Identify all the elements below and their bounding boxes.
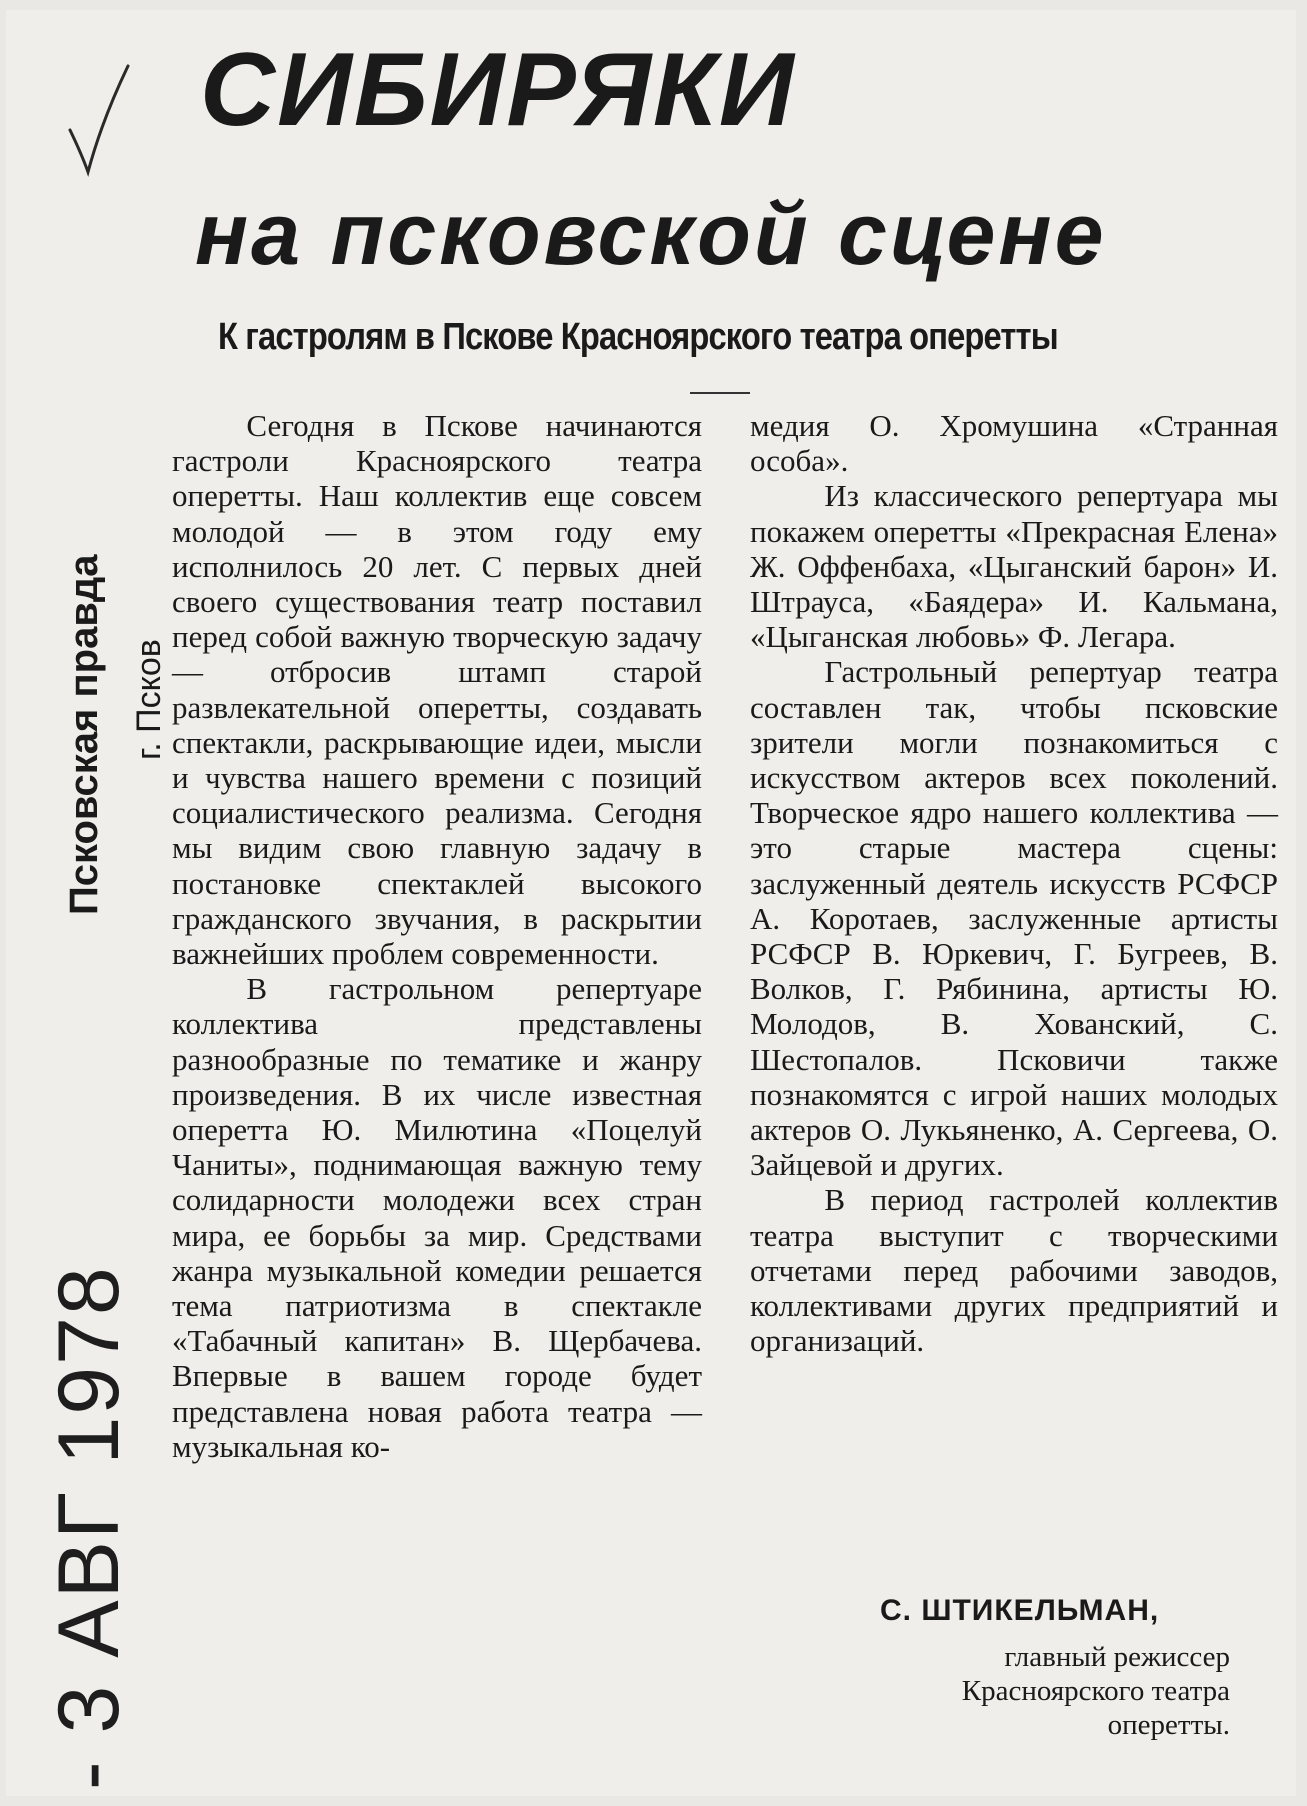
left-column	[172, 408, 702, 1464]
author-name: С. ШТИКЕЛЬМАН,	[880, 1594, 1160, 1627]
paragraph: медия О. Хромушина «Странная особа».	[750, 408, 1278, 479]
paragraph: В период гастролей коллектив театра выступит с творческими отчетами перед рабочими заводов, коллективами других предприятий и организаций.	[750, 1182, 1278, 1359]
source-label: Псковская правда	[62, 554, 106, 915]
checkmark-icon	[62, 60, 132, 180]
author-role-line1: главный режиссер	[1004, 1641, 1230, 1673]
date-stamp: - 3 АВГ 1978	[41, 1265, 137, 1790]
paragraph: Из классического репертуара мы покажем оперетты «Прекрасная Елена» Ж. Оффенбаха, «Цыганский барон» И. Штрауса, «Баядера» И. Кальмана, «Цыганская любовь» Ф. Легара.	[750, 478, 1278, 655]
paragraph: Гастрольный репертуар театра составлен так, чтобы псковские зрители могли познакомиться с искусством актеров всех поколений. Творческое ядро нашего коллектива — это старые мастера сцены: заслуженный деятель искусств РСФСР А. Коротаев, заслуженные артисты РСФСР В. Юркевич, Г. Бугреев, В. Волков, Г. Рябинина, артисты Ю. Молодов, В. Хованский, С. Шестопалов. Псковичи также познакомятся с игрой наших молодых актеров О. Лукьяненко, А. Сергеева, О. Зайцевой и других.	[750, 654, 1278, 1183]
author-role-line2: Красноярского театра	[961, 1675, 1230, 1707]
headline-line2: на псковской сцене	[195, 184, 1107, 283]
headline-subtitle: К гастролям в Пскове Красноярского театра оперетты	[218, 316, 1058, 358]
author-role-line3: оперетты.	[1107, 1709, 1230, 1741]
paragraph: В гастрольном репертуаре коллектива представлены разнообразные по тематике и жанру произведения. В их числе известная оперетта Ю. Милютина «Поцелуй Чаниты», поднимающая важную тему солидарности молодежи всех стран мира, ее борьбы за мир. Средствами жанра музыкальной комедии решается тема патриотизма в спектакле «Табачный капитан» В. Щербачева. Впервые в вашем городе будет представлена новая работа театра — музыкальная ко-	[172, 971, 702, 1464]
paragraph: Сегодня в Пскове начинаются гастроли Красноярского театра оперетты. Наш коллектив еще совсем молодой — в этом году ему исполнилось 20 лет. С первых дней своего существования театр поставил перед собой важную творческую задачу — отбросив штамп старой развлекательной оперетты, создавать спектакли, раскрывающие идеи, мысли и чувства нашего времени с позиций социалистического реализма. Сегодня мы видим свою главную задачу в постановке спектаклей высокого гражданского звучания, в раскрытии важнейших проблем современности.	[172, 408, 702, 972]
headline-line1: СИБИРЯКИ	[200, 32, 796, 148]
right-column	[750, 408, 1278, 1358]
divider	[690, 392, 750, 394]
city-label: г. Псков	[130, 639, 168, 760]
